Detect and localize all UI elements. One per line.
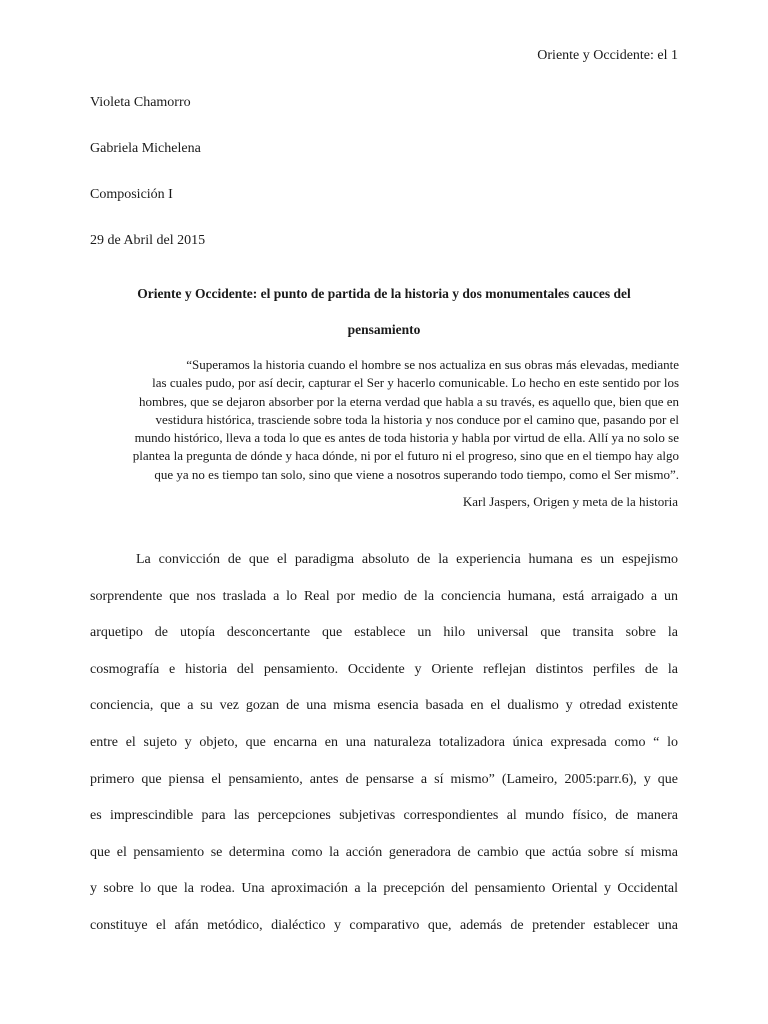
running-header: Oriente y Occidente: el 1 xyxy=(537,48,678,63)
epigraph-line: plantea la pregunta de dónde y haca dónde, ni por el futuro ni el progreso, sino que en el tiempo hay algo xyxy=(132,448,679,464)
body-line: arquetipo de utopía desconcertante que establece un hilo universal que transita sobre la xyxy=(90,625,678,641)
essay-title-line-1: Oriente y Occidente: el punto de partida de la historia y dos monumentales cauces del xyxy=(137,286,631,301)
document-date: 29 de Abril del 2015 xyxy=(90,233,206,248)
epigraph-line: mundo histórico, lleva a toda lo que es antes de toda historia y habla por virtud de ella. Allí ya no solo se xyxy=(134,430,679,446)
body-line: constituye el afán metódico, dialéctico y comparativo que, además de pretender establecer una xyxy=(90,917,678,933)
body-line: La convicción de que el paradigma absoluto de la experiencia humana es un espejismo xyxy=(136,552,678,567)
epigraph-line: “Superamos la historia cuando el hombre se nos actualiza en sus obras más elevadas, mediante xyxy=(186,357,679,372)
body-line: y sobre lo que la rodea. Una aproximación a la precepción del pensamiento Oriental y Occidental xyxy=(90,881,678,897)
body-line: que el pensamiento se determina como la acción generadora de cambio que actúa sobre sí misma xyxy=(90,844,678,860)
epigraph-quote xyxy=(92,356,679,484)
epigraph-line: vestidura histórica, trasciende sobre toda la historia y nos conduce por el camino que, pasando por el xyxy=(155,411,679,427)
body-line: entre el sujeto y objeto, que encarna en una naturaleza totalizadora única expresada como “ lo xyxy=(90,734,678,750)
teacher-name: Gabriela Michelena xyxy=(90,141,201,156)
course-name: Composición I xyxy=(90,187,173,202)
epigraph-line: hombres, que se dejaron absorber por la eterna verdad que habla a su través, es aquello que, bien que en xyxy=(138,393,679,409)
body-line: conciencia, que a su vez gozan de una misma esencia basada en el dualismo y otredad existente xyxy=(90,698,678,714)
epigraph-attribution: Karl Jaspers, Origen y meta de la historia xyxy=(462,494,678,509)
essay-title-line-2: pensamiento xyxy=(347,322,421,337)
author-name: Violeta Chamorro xyxy=(90,95,191,110)
body-paragraph xyxy=(90,548,678,951)
body-line: es imprescindible para las percepciones subjetivas correspondientes al mundo físico, de manera xyxy=(90,808,678,824)
body-line: cosmografía e historia del pensamiento. Occidente y Oriente reflejan distintos perfiles de la xyxy=(90,661,678,677)
epigraph-line: que ya no es tiempo tan solo, sino que viene a nosotros superando todo tiempo, como el Ser mismo”. xyxy=(154,466,679,482)
body-line: sorprendente que nos traslada a lo Real por medio de la conciencia humana, está arraigado a un xyxy=(90,588,678,604)
essay-title xyxy=(90,276,678,348)
epigraph-line: las cuales pudo, por así decir, capturar el Ser y hacerlo comunicable. Lo hecho en este sentido por los xyxy=(152,375,679,391)
body-line: primero que piensa el pensamiento, antes de pensarse a sí mismo” (Lameiro, 2005:parr.6), y que xyxy=(90,771,678,787)
